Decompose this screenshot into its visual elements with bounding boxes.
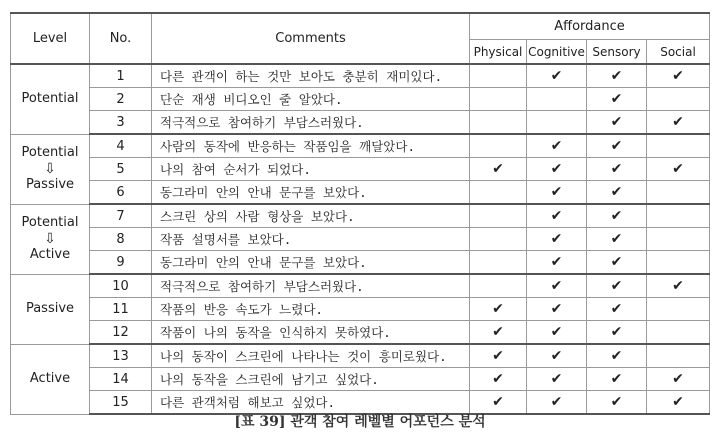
physical-cell (470, 181, 527, 205)
sensory-cell (587, 368, 647, 391)
table-row (11, 64, 710, 88)
cognitive-cell (527, 321, 587, 345)
row-comment: 단순 재생 비디오인 줄 알았다. (152, 88, 470, 111)
check-icon: ✔ (550, 184, 563, 200)
row-number: 7 (90, 204, 152, 228)
social-cell (647, 88, 710, 111)
row-number: 6 (90, 181, 152, 205)
table-body (11, 64, 710, 414)
level-label: Passive (25, 177, 75, 192)
table-row (11, 111, 710, 135)
social-cell (647, 111, 710, 135)
level-label: Passive (25, 301, 75, 316)
row-number: 9 (90, 251, 152, 275)
row-comment: 작품이 나의 동작을 인식하지 못하였다. (152, 321, 470, 345)
social-cell (647, 228, 710, 251)
level-cell (11, 344, 90, 414)
row-comment: 동그라미 안의 안내 문구를 보았다. (152, 251, 470, 275)
header-affordance: Affordance (470, 13, 710, 40)
check-icon: ✔ (610, 324, 623, 340)
check-icon: ✔ (672, 371, 684, 387)
physical-cell (470, 344, 527, 368)
check-icon: ✔ (610, 138, 623, 154)
row-number: 10 (90, 274, 152, 298)
down-arrow-icon: ⇩ (44, 161, 56, 177)
social-cell (647, 204, 710, 228)
check-icon: ✔ (550, 348, 563, 364)
table-row (11, 158, 710, 181)
table-row (11, 274, 710, 298)
physical-cell (470, 251, 527, 275)
check-icon: ✔ (610, 231, 623, 247)
check-icon: ✔ (672, 278, 684, 294)
check-icon: ✔ (672, 161, 684, 177)
row-number: 1 (90, 64, 152, 88)
physical-cell (470, 204, 527, 228)
check-icon: ✔ (610, 114, 623, 130)
social-cell (647, 64, 710, 88)
check-icon: ✔ (610, 91, 623, 107)
row-comment: 작품 설명서를 보았다. (152, 228, 470, 251)
check-icon: ✔ (550, 68, 563, 84)
level-label: Potential (21, 215, 79, 230)
check-icon: ✔ (550, 138, 563, 154)
header-social: Social (647, 40, 710, 65)
row-comment: 다른 관객이 하는 것만 보아도 충분히 재미있다. (152, 64, 470, 88)
header-cognitive: Cognitive (527, 40, 587, 65)
social-cell (647, 251, 710, 275)
cognitive-cell (527, 274, 587, 298)
cognitive-cell (527, 158, 587, 181)
check-icon: ✔ (672, 68, 684, 84)
level-label: Active (29, 247, 71, 262)
sensory-cell (587, 111, 647, 135)
table-row (11, 344, 710, 368)
table-row (11, 134, 710, 158)
level-label: Potential (21, 145, 79, 160)
check-icon: ✔ (550, 371, 563, 387)
row-number: 13 (90, 344, 152, 368)
table-row (11, 298, 710, 321)
social-cell (647, 321, 710, 345)
sensory-cell (587, 228, 647, 251)
check-icon: ✔ (550, 278, 563, 294)
physical-cell (470, 111, 527, 135)
header-comments: Comments (152, 13, 470, 64)
table-caption: [표 39] 관객 참여 레벨별 어포던스 분석 (234, 414, 486, 430)
cognitive-cell (527, 88, 587, 111)
check-icon: ✔ (492, 324, 504, 340)
row-number: 11 (90, 298, 152, 321)
physical-cell (470, 88, 527, 111)
row-number: 14 (90, 368, 152, 391)
social-cell (647, 298, 710, 321)
row-comment: 나의 동작이 스크린에 나타나는 것이 흥미로웠다. (152, 344, 470, 368)
physical-cell (470, 298, 527, 321)
cognitive-cell (527, 368, 587, 391)
social-cell (647, 274, 710, 298)
check-icon: ✔ (492, 301, 504, 317)
sensory-cell (587, 158, 647, 181)
social-cell (647, 344, 710, 368)
row-comment: 작품의 반응 속도가 느렸다. (152, 298, 470, 321)
social-cell (647, 134, 710, 158)
check-icon: ✔ (610, 301, 623, 317)
physical-cell (470, 321, 527, 345)
check-icon: ✔ (610, 208, 623, 224)
table-row (11, 228, 710, 251)
cognitive-cell (527, 204, 587, 228)
row-comment: 동그라미 안의 안내 문구를 보았다. (152, 181, 470, 205)
row-number: 2 (90, 88, 152, 111)
check-icon: ✔ (610, 394, 623, 410)
affordance-table (10, 12, 710, 415)
check-icon: ✔ (610, 161, 623, 177)
check-icon: ✔ (610, 348, 623, 364)
level-cell (11, 204, 90, 274)
physical-cell (470, 368, 527, 391)
row-number: 8 (90, 228, 152, 251)
check-icon: ✔ (550, 301, 563, 317)
row-comment: 사람의 동작에 반응하는 작품임을 깨달았다. (152, 134, 470, 158)
row-comment: 나의 참여 순서가 되었다. (152, 158, 470, 181)
check-icon: ✔ (492, 371, 504, 387)
sensory-cell (587, 64, 647, 88)
check-icon: ✔ (610, 278, 623, 294)
check-icon: ✔ (672, 114, 684, 130)
level-cell (11, 64, 90, 134)
physical-cell (470, 274, 527, 298)
cognitive-cell (527, 111, 587, 135)
sensory-cell (587, 251, 647, 275)
check-icon: ✔ (610, 371, 623, 387)
level-label: Active (29, 371, 71, 386)
check-icon: ✔ (550, 254, 563, 270)
check-icon: ✔ (672, 394, 684, 410)
sensory-cell (587, 298, 647, 321)
check-icon: ✔ (610, 68, 623, 84)
sensory-cell (587, 274, 647, 298)
cognitive-cell (527, 228, 587, 251)
down-arrow-icon: ⇩ (44, 231, 56, 247)
header-physical: Physical (470, 40, 527, 65)
cognitive-cell (527, 298, 587, 321)
row-number: 15 (90, 391, 152, 415)
cognitive-cell (527, 134, 587, 158)
physical-cell (470, 134, 527, 158)
check-icon: ✔ (610, 254, 623, 270)
header-sensory: Sensory (587, 40, 647, 65)
check-icon: ✔ (550, 394, 563, 410)
check-icon: ✔ (492, 348, 504, 364)
table-row (11, 181, 710, 205)
cognitive-cell (527, 251, 587, 275)
table-row (11, 368, 710, 391)
check-icon: ✔ (550, 231, 563, 247)
social-cell (647, 368, 710, 391)
row-number: 5 (90, 158, 152, 181)
row-comment: 적극적으로 참여하기 부담스러웠다. (152, 274, 470, 298)
row-comment: 스크린 상의 사람 형상을 보았다. (152, 204, 470, 228)
sensory-cell (587, 181, 647, 205)
check-icon: ✔ (550, 161, 563, 177)
header-level: Level (11, 13, 90, 64)
sensory-cell (587, 134, 647, 158)
check-icon: ✔ (492, 394, 504, 410)
row-comment: 적극적으로 참여하기 부담스러웠다. (152, 111, 470, 135)
check-icon: ✔ (550, 324, 563, 340)
table-row (11, 88, 710, 111)
table-row (11, 204, 710, 228)
row-number: 12 (90, 321, 152, 345)
row-number: 3 (90, 111, 152, 135)
physical-cell (470, 158, 527, 181)
check-icon: ✔ (492, 161, 504, 177)
header-no: No. (90, 13, 152, 64)
level-cell (11, 134, 90, 204)
row-comment: 다른 관객처럼 해보고 싶었다. (152, 391, 470, 415)
sensory-cell (587, 88, 647, 111)
social-cell (647, 181, 710, 205)
check-icon: ✔ (610, 184, 623, 200)
row-comment: 나의 동작을 스크린에 남기고 싶었다. (152, 368, 470, 391)
table-row (11, 251, 710, 275)
cognitive-cell (527, 344, 587, 368)
row-number: 4 (90, 134, 152, 158)
social-cell (647, 158, 710, 181)
sensory-cell (587, 321, 647, 345)
physical-cell (470, 64, 527, 88)
cognitive-cell (527, 181, 587, 205)
sensory-cell (587, 344, 647, 368)
sensory-cell (587, 204, 647, 228)
physical-cell (470, 228, 527, 251)
level-cell (11, 274, 90, 344)
check-icon: ✔ (550, 208, 563, 224)
table-row (11, 321, 710, 345)
cognitive-cell (527, 64, 587, 88)
level-label: Potential (21, 91, 79, 107)
